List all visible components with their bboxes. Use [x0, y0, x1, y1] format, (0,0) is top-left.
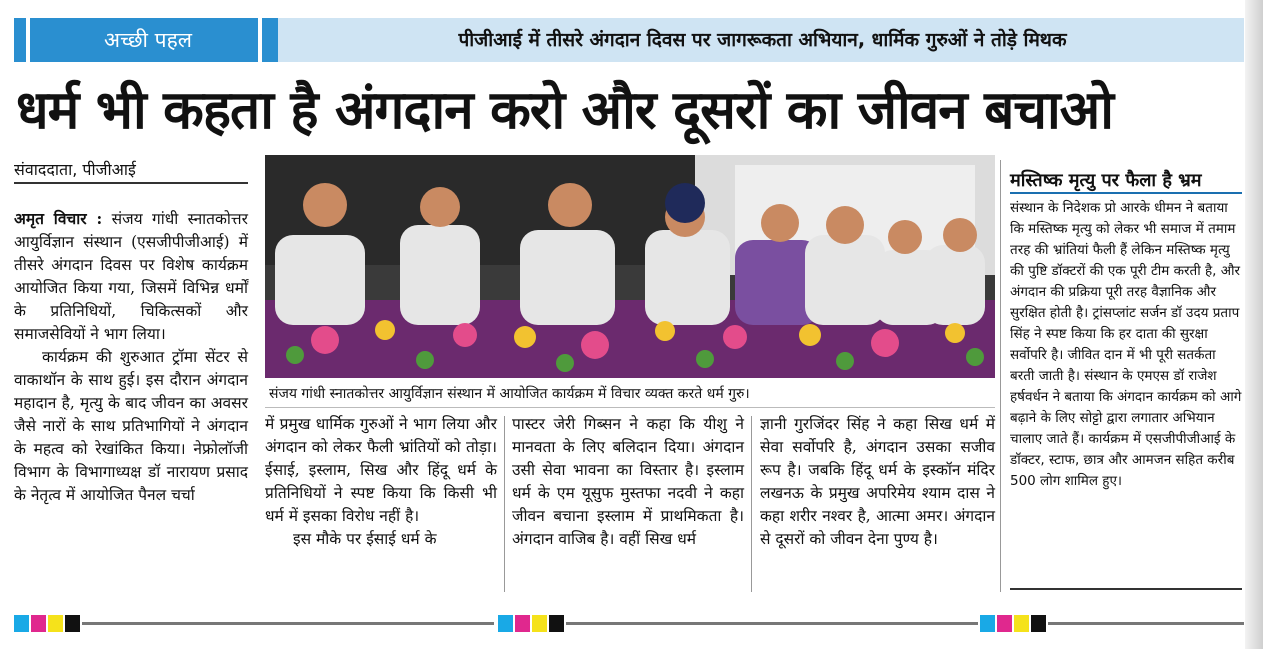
- kicker-stripe-left: [26, 18, 30, 62]
- article-column-3: [512, 413, 744, 551]
- registration-mark-yellow: [532, 615, 547, 632]
- photo-caption: संजय गांधी स्नातकोत्तर आयुर्विज्ञान संस्थान में आयोजित कार्यक्रम में विचार व्यक्त करते धर्म गुरु।: [265, 380, 995, 408]
- registration-mark-magenta: [31, 615, 46, 632]
- kicker-label: अच्छी पहल: [104, 28, 192, 52]
- registration-mark-black: [65, 615, 80, 632]
- byline: संवाददाता, पीजीआई: [14, 160, 136, 179]
- sidebar-title-rule: [1010, 192, 1242, 194]
- kicker-text: पीजीआई में तीसरे अंगदान दिवस पर जागरूकता अभियान, धार्मिक गुरुओं ने तोड़े मिथक: [458, 29, 1067, 51]
- byline-rule: [14, 182, 248, 184]
- article-column-4: [760, 413, 995, 551]
- registration-mark-black: [549, 615, 564, 632]
- sidebar-title: मस्तिष्क मृत्यु पर फैला है भ्रम: [1010, 170, 1202, 191]
- event-photo: [265, 155, 995, 378]
- article-paragraph: ज्ञानी गुरजिंदर सिंह ने कहा सिख धर्म में सेवा सर्वोपरि है, अंगदान उसका सजीव रूप है। जबकि हिंदू धर्म के इस्कॉन मंदिर लखनऊ के प्रमुख अपरिमेय श्याम दास ने कहा शरीर नश्वर है, आत्मा अमर। अंगदान से दूसरों को जीवन देना पुण्य है।: [760, 415, 995, 548]
- kicker-stripe-accent: [272, 18, 275, 62]
- article-paragraph-2: कार्यक्रम की शुरुआत ट्रॉमा सेंटर से वाकाथॉन के साथ हुई। इस दौरान अंगदान महादान है, मृत्यु के बाद जीवन का अवसर जैसे नारों के साथ प्रतिभागियों ने अंगदान के महत्व को रेखांकित किया। नेफ्रोलॉजी विभाग के विभागाध्यक्ष डॉ नारायण प्रसाद के नेतृत्व में आयोजित पैनल चर्चा: [14, 348, 248, 504]
- page-edge-shadow: [1245, 0, 1263, 649]
- article-paragraph: में प्रमुख धार्मिक गुरुओं ने भाग लिया और अंगदान को लेकर फैली भ्रांतियों को तोड़ा। ईसाई, इस्लाम, सिख और हिंदू धर्म के प्रतिनिधियों ने स्पष्ट किया कि किसी भी धर्म में इसका विरोध नहीं है।: [265, 415, 497, 525]
- registration-mark-black: [1031, 615, 1046, 632]
- article-column-2: [265, 413, 497, 551]
- sidebar-text: संस्थान के निदेशक प्रो आरके धीमन ने बताया कि मस्तिष्क मृत्यु को लेकर भी समाज में तमाम तरह की भ्रांतियां फैली हैं लेकिन मस्तिष्क मृत्यु की पुष्टि डॉक्टरों की एक पूरी टीम करती है, और अंगदान की प्रक्रिया पूरी तरह वैज्ञानिक और सुरक्षित होती है। ट्रांसप्लांट सर्जन डॉ उदय प्रताप सिंह ने स्पष्ट किया कि हर दाता की सुरक्षा सर्वोपरि है। जीवित दान में भी पूरी सतर्कता बरती जाती है। संस्थान के एमएस डॉ राजेश हर्षवर्धन ने बताया कि अंगदान कार्यक्रम को आगे बढ़ाने के लिए सोट्टो द्वारा लगातार अभियान चालाए जाते हैं। कार्यक्रम में एसजीपीजीआई के डॉक्टर, स्टाफ, छात्र और आमजन सहित करीब 500 लोग शामिल हुए।: [1010, 200, 1242, 489]
- registration-mark-yellow: [1014, 615, 1029, 632]
- article-paragraph-1: [14, 207, 248, 346]
- registration-mark-magenta: [997, 615, 1012, 632]
- registration-mark-yellow: [48, 615, 63, 632]
- footer-rule: [1048, 622, 1244, 625]
- headline: धर्म भी कहता है अंगदान करो और दूसरों का जीवन बचाओ: [16, 80, 1113, 141]
- registration-mark-cyan: [498, 615, 513, 632]
- column-rule: [751, 416, 752, 592]
- event-photo-illustration: [265, 155, 995, 378]
- registration-mark-cyan: [980, 615, 995, 632]
- footer-rule: [566, 622, 978, 625]
- article-paragraph: इस मौके पर ईसाई धर्म के: [293, 530, 437, 548]
- dateline: अमृत विचार :: [14, 209, 103, 228]
- article-column-1: [14, 207, 248, 507]
- column-rule: [504, 416, 505, 592]
- sidebar-rule: [1000, 160, 1001, 592]
- registration-mark-magenta: [515, 615, 530, 632]
- registration-mark-cyan: [14, 615, 29, 632]
- paragraph-text: संजय गांधी स्नातकोत्तर आयुर्विज्ञान संस्थान (एसजीपीजीआई) में तीसरे अंगदान दिवस पर विशेष कार्यक्रम आयोजित किया गया, जिसमें विभिन्न धर्मों के प्रतिनिधियों, चिकित्सकों और समाजसेवियों ने भाग लिया।: [14, 210, 248, 343]
- footer-rule: [82, 622, 494, 625]
- kicker-stripe-right: [258, 18, 262, 62]
- article-paragraph: पास्टर जेरी गिब्सन ने कहा कि यीशु ने मानवता के लिए बलिदान दिया। अंगदान उसी सेवा भावना का विस्तार है। इस्लाम धर्म के एम यूसुफ मुस्तफा नदवी ने कहा जीवन बचाना इस्लाम में प्राथमिकता है। अंगदान वाजिब है। वहीं सिख धर्म: [512, 415, 744, 548]
- sidebar-bottom-rule: [1010, 588, 1242, 590]
